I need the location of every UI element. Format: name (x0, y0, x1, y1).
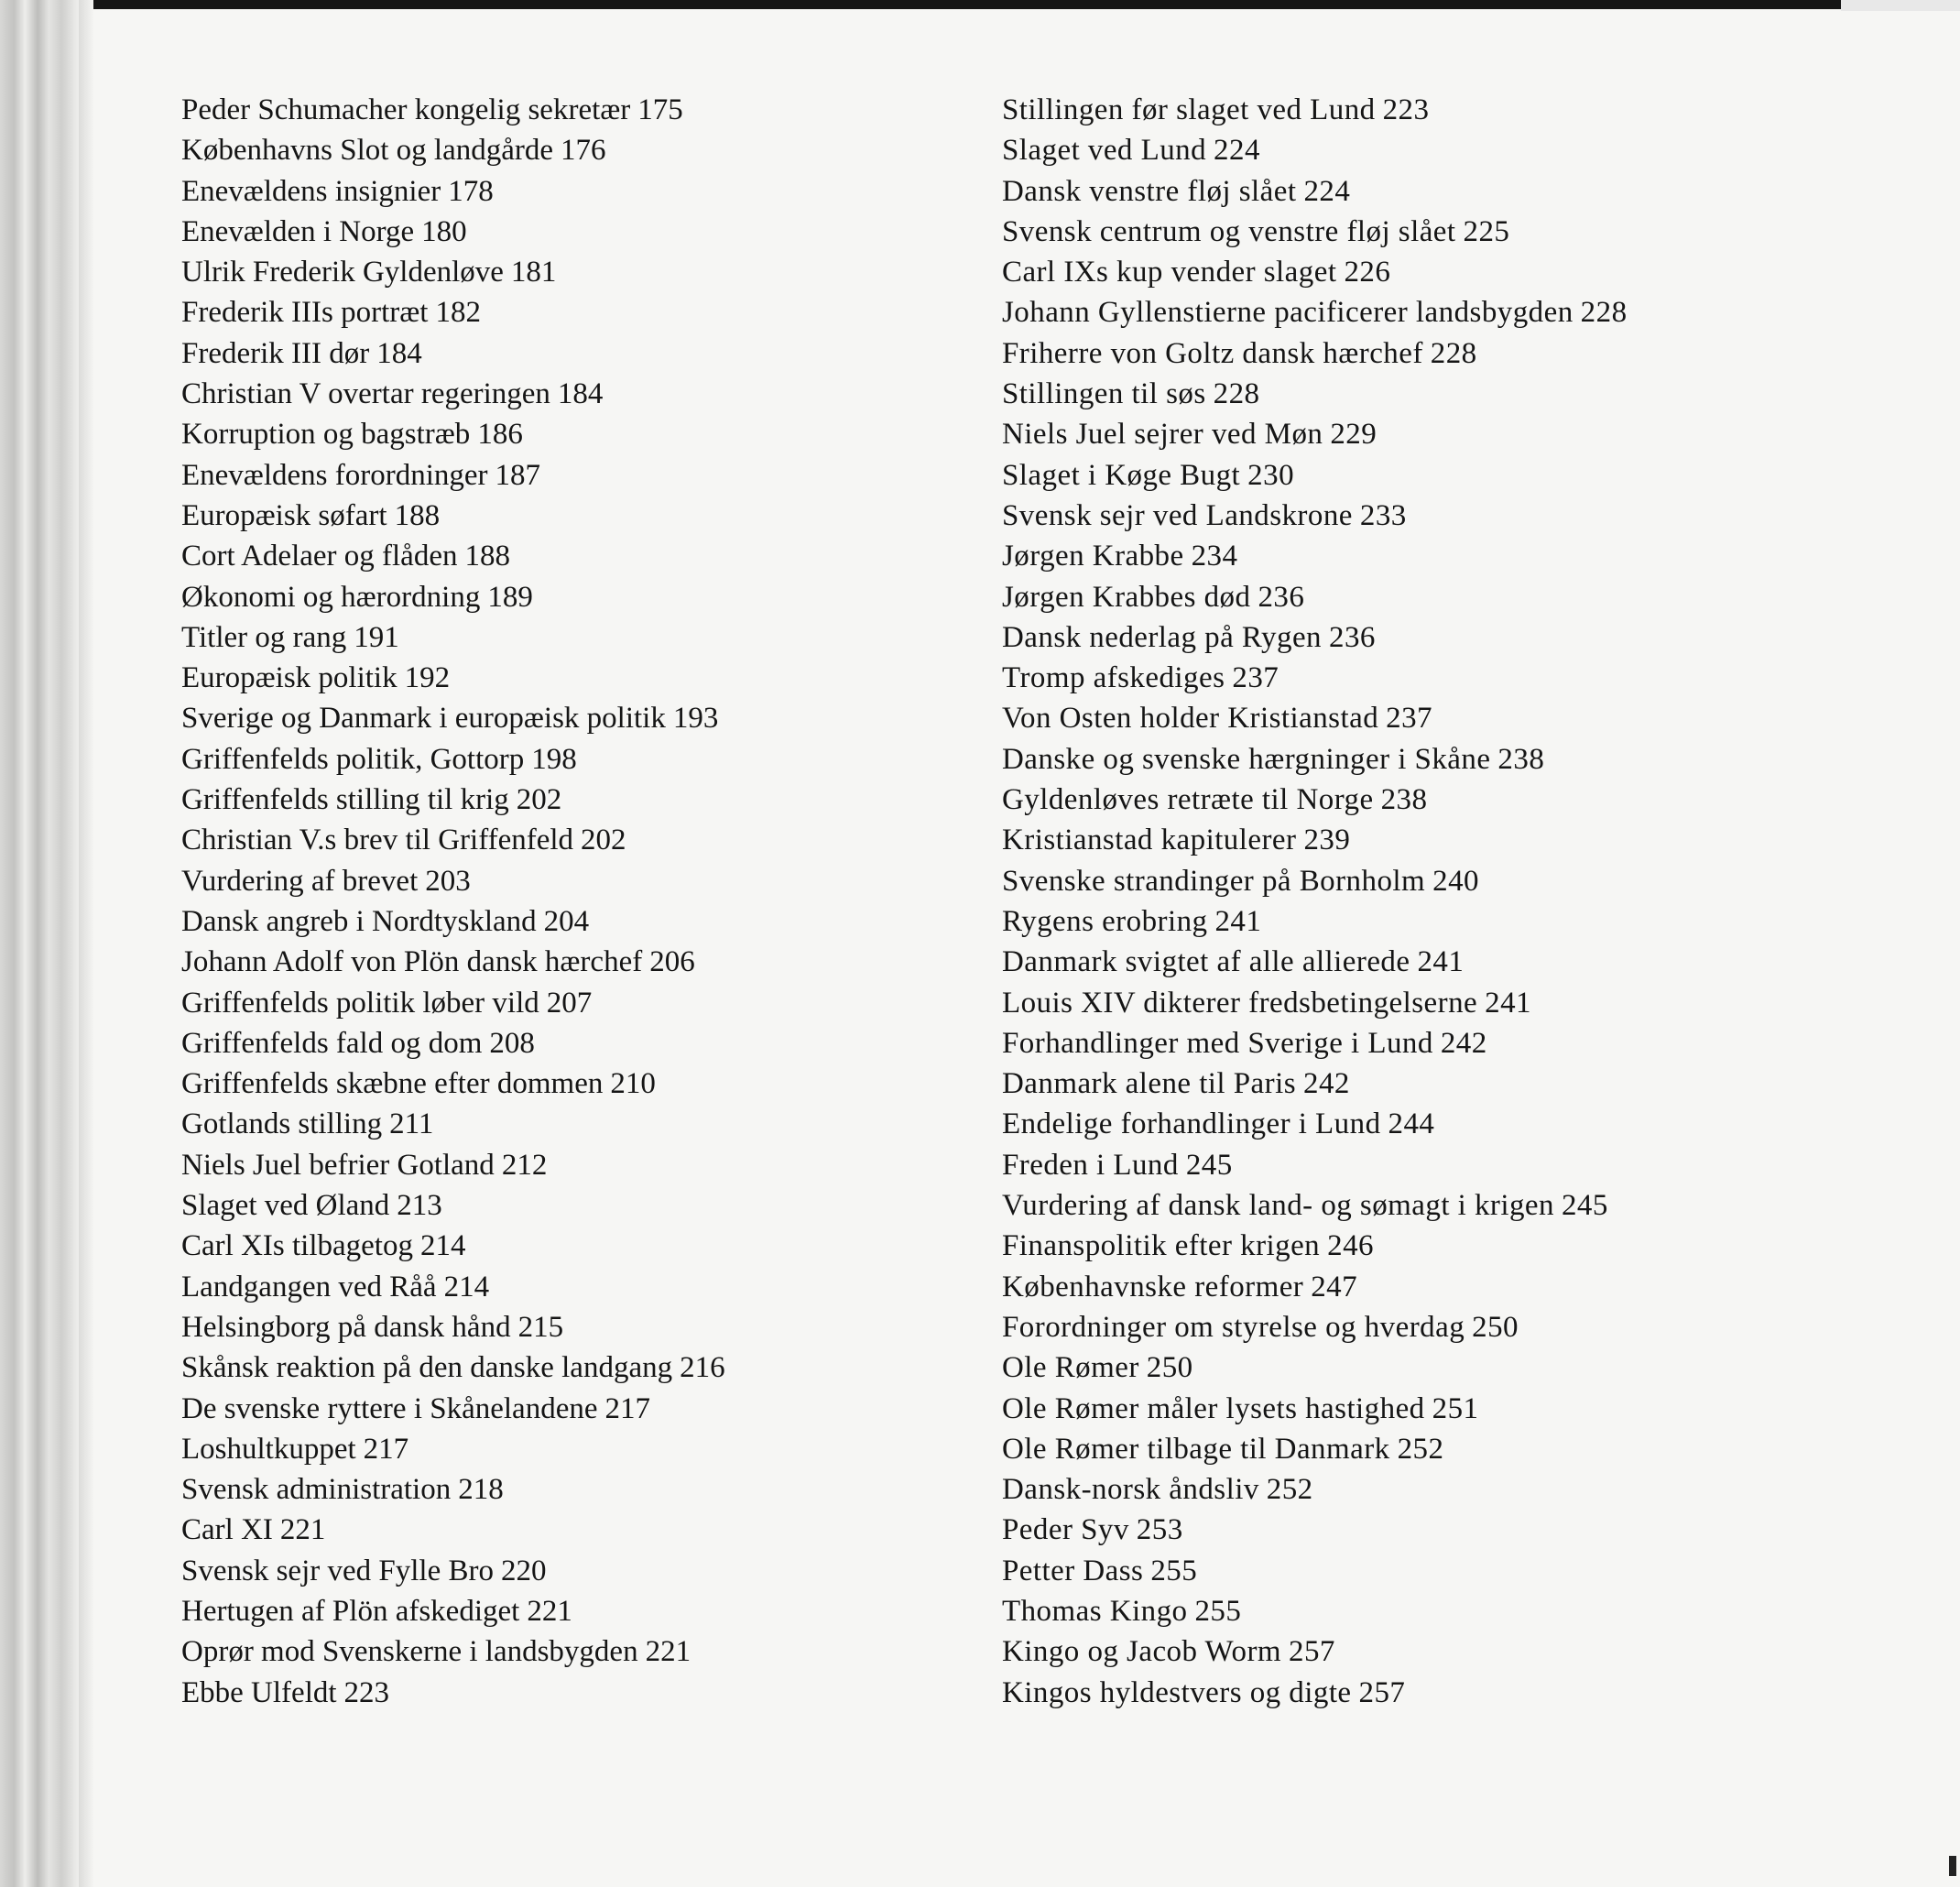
toc-entry (181, 171, 951, 212)
toc-entry-page: 237 (1386, 702, 1433, 736)
toc-entry-page: 255 (1194, 1594, 1242, 1628)
toc-entry (1002, 658, 1863, 698)
toc-entry (181, 252, 951, 292)
toc-entry-title: Ulrik Frederik Gyldenløve (181, 256, 504, 289)
toc-entry-title: Griffenfelds politik, Gottorp (181, 742, 525, 776)
toc-entry-title: Europæisk politik (181, 661, 397, 695)
toc-entry (181, 1023, 951, 1063)
toc-entry (1002, 171, 1863, 212)
toc-entry-title: Dansk-norsk åndsliv (1002, 1473, 1259, 1507)
toc-entry-title: Thomas Kingo (1002, 1594, 1188, 1628)
toc-entry (181, 820, 951, 860)
toc-entry-title: Freden i Lund (1002, 1148, 1179, 1182)
toc-entry-page: 180 (421, 214, 467, 248)
toc-entry-page: 245 (1561, 1189, 1608, 1223)
toc-entry-title: Slaget ved Øland (181, 1189, 390, 1223)
toc-entry-title: Griffenfelds skæbne efter dommen (181, 1067, 604, 1101)
toc-entry-title: Christian V.s brev til Griffenfeld (181, 824, 574, 857)
toc-entry-title: Ole Rømer måler lysets hastighed (1002, 1391, 1425, 1425)
toc-entry-title: Stillingen til søs (1002, 377, 1206, 411)
toc-entry-page: 213 (397, 1189, 442, 1223)
toc-entry-page: 188 (464, 540, 510, 573)
toc-entry-page: 184 (376, 336, 422, 370)
toc-entry-page: 203 (425, 864, 471, 898)
toc-entry-page: 223 (1382, 93, 1430, 126)
toc-entry-page: 175 (637, 93, 683, 126)
toc-entry-title: Enevældens forordninger (181, 458, 488, 492)
toc-entry (1002, 942, 1863, 982)
toc-entry-title: Finanspolitik efter krigen (1002, 1229, 1321, 1263)
toc-entry (181, 1429, 951, 1469)
toc-entry-title: Dansk venstre fløj slået (1002, 174, 1297, 208)
toc-entry (1002, 212, 1863, 252)
toc-entry-title: Louis XIV dikterer fredsbetingelserne (1002, 986, 1478, 1020)
toc-entry-title: Carl XIs tilbagetog (181, 1229, 413, 1263)
toc-entry-page: 181 (510, 256, 557, 289)
toc-entry (1002, 820, 1863, 860)
toc-right-column (1002, 90, 1863, 1713)
toc-entry-page: 225 (1463, 214, 1510, 248)
toc-entry (1002, 252, 1863, 292)
toc-entry (181, 577, 951, 617)
toc-entry-title: Dansk nederlag på Rygen (1002, 620, 1323, 654)
toc-entry-page: 241 (1214, 904, 1262, 938)
toc-entry-page: 242 (1303, 1067, 1350, 1101)
toc-entry-page: 206 (649, 945, 695, 979)
toc-entry-title: Endelige forhandlinger i Lund (1002, 1107, 1381, 1141)
toc-entry-page: 250 (1146, 1351, 1193, 1385)
toc-entry-page: 220 (500, 1554, 547, 1587)
toc-entry-page: 255 (1150, 1554, 1198, 1587)
toc-entry-page: 221 (527, 1594, 572, 1628)
toc-entry (1002, 617, 1863, 658)
toc-entry (181, 414, 951, 454)
toc-entry (181, 1226, 951, 1266)
toc-entry (1002, 698, 1863, 738)
toc-entry (181, 861, 951, 901)
toc-entry-page: 208 (489, 1026, 535, 1060)
toc-entry-page: 228 (1580, 296, 1628, 330)
toc-entry (1002, 739, 1863, 780)
toc-entry-title: Griffenfelds politik løber vild (181, 986, 539, 1020)
toc-entry-page: 184 (557, 377, 604, 411)
toc-entry-title: Skånsk reaktion på den danske landgang (181, 1351, 673, 1385)
toc-entry-page: 253 (1136, 1513, 1183, 1547)
toc-entry-page: 214 (443, 1270, 490, 1303)
toc-entry (181, 212, 951, 252)
toc-entry (181, 1267, 951, 1307)
toc-entry-title: Kingo og Jacob Worm (1002, 1635, 1282, 1669)
toc-entry (181, 374, 951, 414)
toc-entry-page: 202 (516, 783, 562, 817)
toc-entry (1002, 1469, 1863, 1510)
toc-entry (181, 90, 951, 130)
toc-entry-title: Stillingen før slaget ved Lund (1002, 93, 1376, 126)
toc-entry-title: Danske og svenske hærgninger i Skåne (1002, 742, 1491, 776)
toc-entry-page: 188 (394, 498, 441, 532)
toc-entry-title: Rygens erobring (1002, 904, 1208, 938)
toc-entry (181, 780, 951, 820)
toc-entry-page: 226 (1344, 256, 1391, 289)
toc-entry-page: 241 (1485, 986, 1531, 1020)
toc-entry-title: Danmark alene til Paris (1002, 1067, 1296, 1101)
toc-entry (1002, 1429, 1863, 1469)
toc-entry-page: 191 (354, 620, 399, 654)
toc-entry-title: Kristianstad kapitulerer (1002, 824, 1297, 857)
toc-entry-title: Peder Schumacher kongelig sekretær (181, 93, 631, 126)
toc-entry (181, 496, 951, 536)
page-corner-mark (1949, 1856, 1956, 1876)
toc-entry-page: 237 (1232, 661, 1279, 695)
toc-entry-title: Niels Juel befrier Gotland (181, 1148, 495, 1182)
toc-entry-title: Europæisk søfart (181, 498, 387, 532)
toc-entry-title: Frederik III dør (181, 336, 370, 370)
toc-entry-page: 211 (389, 1107, 434, 1141)
toc-entry (181, 617, 951, 658)
toc-entry-title: Christian V overtar regeringen (181, 377, 550, 411)
toc-entry-title: Københavnske reformer (1002, 1270, 1304, 1303)
toc-entry-title: Oprør mod Svenskerne i landsbygden (181, 1635, 638, 1669)
toc-entry (181, 1510, 951, 1550)
toc-entry-page: 221 (645, 1635, 691, 1669)
toc-entry-title: Frederik IIIs portræt (181, 296, 429, 330)
toc-entry (1002, 90, 1863, 130)
toc-entry-page: 236 (1258, 580, 1305, 614)
toc-entry-page: 204 (543, 904, 590, 938)
toc-entry-title: Økonomi og hærordning (181, 580, 481, 614)
toc-entry-page: 218 (458, 1473, 504, 1507)
toc-entry-page: 257 (1358, 1675, 1406, 1709)
toc-entry-title: Kingos hyldestvers og digte (1002, 1675, 1352, 1709)
toc-entry (1002, 292, 1863, 333)
toc-entry (181, 292, 951, 333)
toc-entry (181, 1185, 951, 1226)
toc-entry (1002, 1673, 1863, 1713)
toc-entry-title: Hertugen af Plön afskediget (181, 1594, 520, 1628)
toc-entry (1002, 577, 1863, 617)
toc-entry (181, 1063, 951, 1104)
toc-entry-page: 224 (1214, 134, 1260, 168)
toc-entry (181, 455, 951, 496)
toc-entry-page: 216 (680, 1351, 725, 1385)
toc-entry-title: Korruption og bagstræb (181, 418, 471, 452)
toc-entry (1002, 1267, 1863, 1307)
toc-entry-title: Dansk angreb i Nordtyskland (181, 904, 537, 938)
toc-entry-title: Slaget ved Lund (1002, 134, 1207, 168)
toc-entry-page: 210 (610, 1067, 656, 1101)
toc-entry-page: 245 (1185, 1148, 1233, 1182)
toc-entry (1002, 901, 1863, 942)
toc-entry (1002, 414, 1863, 454)
toc-entry-page: 189 (487, 580, 533, 614)
toc-entry-title: Ole Rømer tilbage til Danmark (1002, 1432, 1390, 1466)
toc-entry (1002, 496, 1863, 536)
toc-entry-page: 244 (1388, 1107, 1435, 1141)
toc-entry-title: Vurdering af dansk land- og sømagt i krigen (1002, 1189, 1554, 1223)
toc-entry-page: 186 (477, 418, 523, 452)
toc-entry-page: 212 (501, 1148, 548, 1182)
toc-entry (1002, 1063, 1863, 1104)
toc-entry-page: 214 (419, 1229, 466, 1263)
toc-entry (181, 333, 951, 374)
toc-entry-title: Enevældens insignier (181, 174, 441, 208)
toc-entry (1002, 1226, 1863, 1266)
toc-entry (1002, 1023, 1863, 1063)
toc-entry-page: 202 (581, 824, 626, 857)
toc-entry-title: Forhandlinger med Sverige i Lund (1002, 1026, 1433, 1060)
page-top-edge (0, 0, 1960, 9)
toc-entry (181, 536, 951, 576)
toc-entry-title: Carl IXs kup vender slaget (1002, 256, 1337, 289)
toc-entry (181, 1631, 951, 1672)
toc-entry (181, 1389, 951, 1429)
toc-entry-page: 247 (1311, 1270, 1358, 1303)
toc-entry-page: 193 (672, 702, 719, 736)
toc-entry-title: Griffenfelds fald og dom (181, 1026, 483, 1060)
toc-entry-page: 240 (1432, 864, 1479, 898)
toc-entry-title: Svensk centrum og venstre fløj slået (1002, 214, 1456, 248)
toc-entry-title: Enevælden i Norge (181, 214, 415, 248)
toc-entry-title: Niels Juel sejrer ved Møn (1002, 418, 1323, 452)
toc-entry-page: 228 (1430, 336, 1477, 370)
toc-entry-title: Gotlands stilling (181, 1107, 383, 1141)
toc-left-column (181, 90, 951, 1713)
toc-entry-title: Helsingborg på dansk hånd (181, 1310, 511, 1344)
toc-entry-page: 234 (1191, 540, 1238, 573)
toc-entry (1002, 374, 1863, 414)
toc-entry-page: 242 (1440, 1026, 1487, 1060)
toc-entry-page: 230 (1247, 458, 1295, 492)
toc-entry (181, 1469, 951, 1510)
toc-entry-page: 238 (1380, 783, 1428, 817)
toc-entry-title: Svensk sejr ved Fylle Bro (181, 1554, 494, 1587)
toc-entry-page: 187 (495, 458, 540, 492)
toc-entry-title: De svenske ryttere i Skånelandene (181, 1391, 598, 1425)
toc-entry (181, 130, 951, 170)
toc-entry (1002, 1389, 1863, 1429)
toc-entry-title: Ebbe Ulfeldt (181, 1675, 337, 1709)
toc-entry-title: Vurdering af brevet (181, 864, 419, 898)
toc-entry (1002, 1591, 1863, 1631)
toc-entry (1002, 1631, 1863, 1672)
book-binding-edge (0, 0, 79, 1887)
toc-entry-title: Friherre von Goltz dansk hærchef (1002, 336, 1423, 370)
toc-entry (1002, 333, 1863, 374)
toc-entry (1002, 1307, 1863, 1347)
toc-entry (1002, 1510, 1863, 1550)
toc-entry-page: 233 (1359, 498, 1407, 532)
toc-entry-page: 182 (435, 296, 481, 330)
toc-entry-title: Griffenfelds stilling til krig (181, 783, 509, 817)
toc-entry (181, 1551, 951, 1591)
toc-entry-title: Jørgen Krabbe (1002, 540, 1184, 573)
toc-entry (181, 901, 951, 942)
toc-entry-title: Loshultkuppet (181, 1432, 356, 1466)
toc-entry (1002, 861, 1863, 901)
toc-entry-page: 228 (1213, 377, 1260, 411)
toc-entry-page: 207 (546, 986, 593, 1020)
toc-entry (1002, 455, 1863, 496)
toc-entry (181, 1347, 951, 1388)
toc-entry-title: Københavns Slot og landgårde (181, 134, 554, 168)
toc-entry (181, 1145, 951, 1185)
toc-entry (181, 1591, 951, 1631)
toc-entry-page: 215 (517, 1310, 564, 1344)
toc-entry-title: Cort Adelaer og flåden (181, 540, 458, 573)
toc-entry (181, 1307, 951, 1347)
toc-entry (1002, 1145, 1863, 1185)
toc-entry (1002, 1551, 1863, 1591)
toc-entry-title: Von Osten holder Kristianstad (1002, 702, 1379, 736)
toc-entry-title: Sverige og Danmark i europæisk politik (181, 702, 666, 736)
toc-entry-page: 252 (1266, 1473, 1313, 1507)
toc-entry (1002, 780, 1863, 820)
toc-entry-page: 217 (604, 1391, 650, 1425)
toc-entry-title: Titler og rang (181, 620, 347, 654)
toc-entry-title: Tromp afskediges (1002, 661, 1225, 695)
toc-entry (1002, 1104, 1863, 1144)
toc-entry-page: 238 (1497, 742, 1545, 776)
toc-entry (1002, 130, 1863, 170)
toc-entry (181, 1673, 951, 1713)
toc-entry-page: 178 (448, 174, 494, 208)
toc-entry (181, 1104, 951, 1144)
toc-entry (181, 698, 951, 738)
toc-entry-title: Jørgen Krabbes død (1002, 580, 1251, 614)
toc-entry-page: 236 (1329, 620, 1376, 654)
toc-entry (1002, 1347, 1863, 1388)
toc-entry-page: 250 (1472, 1310, 1519, 1344)
toc-entry-page: 176 (561, 134, 606, 168)
toc-entry-page: 257 (1289, 1635, 1335, 1669)
toc-entry-page: 251 (1432, 1391, 1479, 1425)
toc-entry-title: Landgangen ved Råå (181, 1270, 437, 1303)
toc-entry-title: Gyldenløves retræte til Norge (1002, 783, 1374, 817)
toc-entry (181, 739, 951, 780)
toc-entry (181, 942, 951, 982)
binding-shadow (79, 0, 93, 1887)
toc-entry-title: Svensk administration (181, 1473, 452, 1507)
toc-entry-title: Svenske strandinger på Bornholm (1002, 864, 1426, 898)
toc-entry-title: Johann Adolf von Plön dansk hærchef (181, 945, 643, 979)
toc-entry-title: Svensk sejr ved Landskrone (1002, 498, 1353, 532)
toc-entry (181, 983, 951, 1023)
toc-entry (181, 658, 951, 698)
toc-entry-page: 229 (1330, 418, 1377, 452)
toc-entry-title: Slaget i Køge Bugt (1002, 458, 1241, 492)
toc-entry (1002, 983, 1863, 1023)
toc-entry-title: Petter Dass (1002, 1554, 1144, 1587)
page-top-edge-highlight (1841, 0, 1960, 11)
toc-entry-title: Peder Syv (1002, 1513, 1129, 1547)
toc-entry-title: Johann Gyllenstierne pacificerer landsbygden (1002, 296, 1573, 330)
toc-entry-page: 224 (1303, 174, 1351, 208)
toc-entry-page: 221 (279, 1513, 326, 1547)
toc-entry-page: 246 (1327, 1229, 1374, 1263)
toc-entry-page: 192 (404, 661, 451, 695)
toc-entry-page: 252 (1397, 1432, 1444, 1466)
toc-entry-title: Ole Rømer (1002, 1351, 1139, 1385)
toc-entry-title: Carl XI (181, 1513, 273, 1547)
toc-entry-page: 223 (343, 1675, 390, 1709)
toc-entry (1002, 1185, 1863, 1226)
toc-entry-page: 239 (1303, 824, 1351, 857)
toc-entry-title: Forordninger om styrelse og hverdag (1002, 1310, 1465, 1344)
toc-entry (1002, 536, 1863, 576)
toc-entry-page: 198 (531, 742, 577, 776)
toc-entry-title: Danmark svigtet af alle allierede (1002, 945, 1410, 979)
toc-entry-page: 241 (1417, 945, 1465, 979)
toc-entry-page: 217 (363, 1432, 409, 1466)
